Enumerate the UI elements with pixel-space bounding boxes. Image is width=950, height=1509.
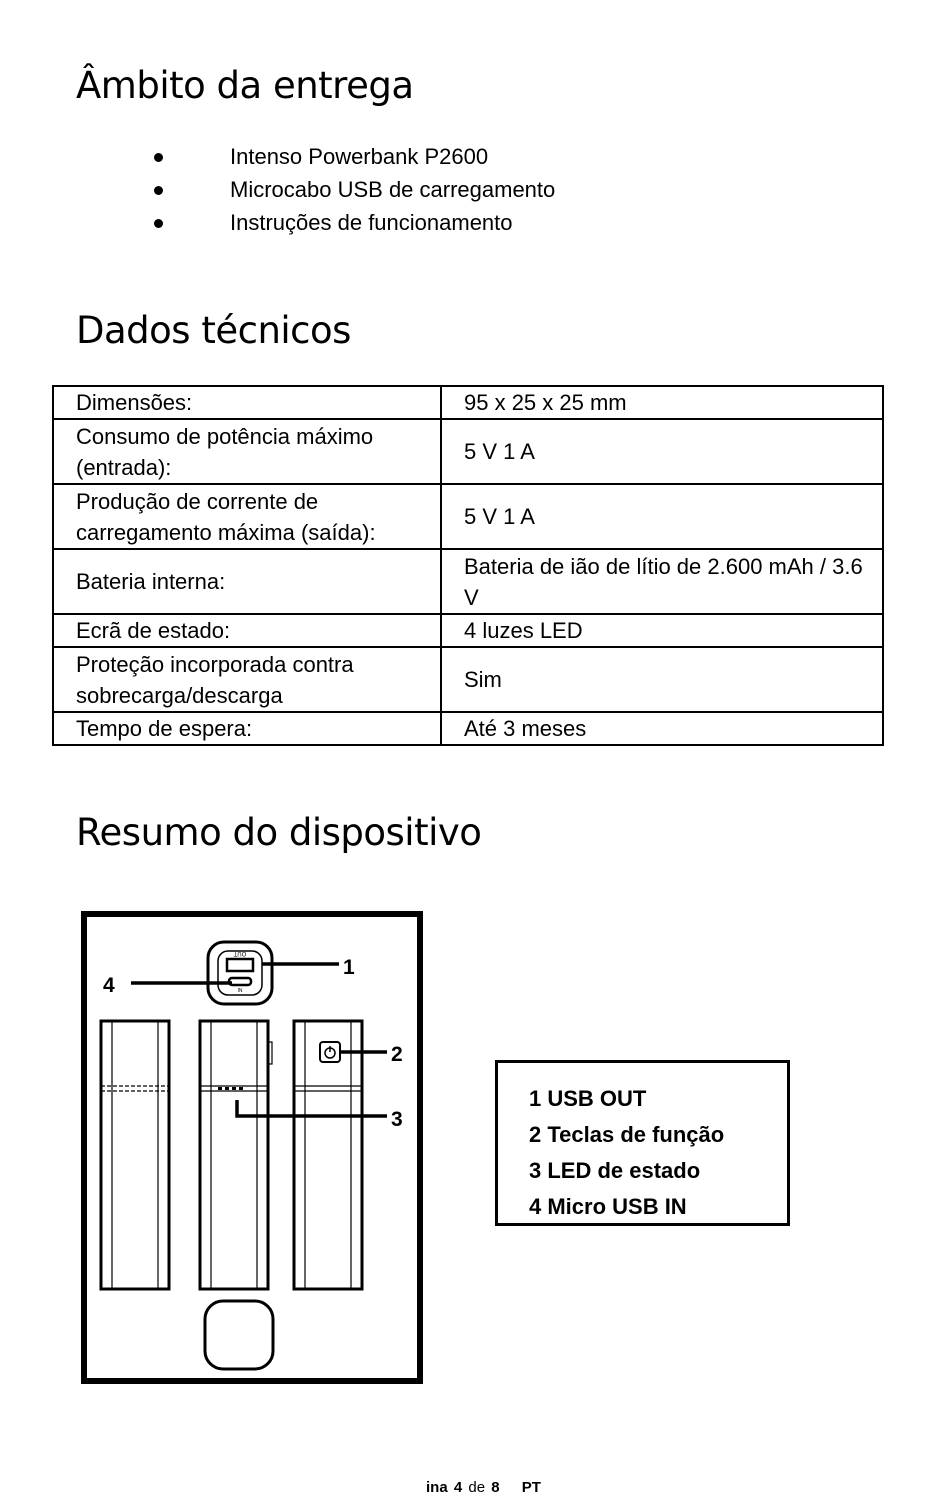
powerbank-illustration — [87, 917, 417, 1378]
list-item-text: Intenso Powerbank P2600 — [230, 144, 489, 169]
side-view-left — [101, 1021, 169, 1289]
table-row — [53, 386, 883, 419]
spec-value: 95 x 25 x 25 mm — [441, 386, 883, 419]
table-row — [53, 712, 883, 745]
bullet-icon — [154, 219, 163, 228]
spec-value: Sim — [441, 647, 883, 712]
legend-item: 2 Teclas de função — [529, 1122, 725, 1147]
list-item — [150, 175, 555, 208]
page-word: ina — [426, 1479, 448, 1496]
spec-label: Bateria interna: — [53, 549, 441, 614]
page-footer — [412, 1479, 541, 1496]
spec-value: 4 luzes LED — [441, 614, 883, 647]
micro-usb-in-port-icon — [229, 978, 251, 985]
callout-4: 4 — [103, 974, 115, 997]
spec-label: Dimensões: — [53, 386, 441, 419]
spec-label: Tempo de espera: — [53, 712, 441, 745]
table-row — [53, 614, 883, 647]
list-item — [150, 208, 555, 241]
list-item-text: Microcabo USB de carregamento — [230, 177, 556, 202]
legend-item: 3 LED de estado — [529, 1158, 701, 1183]
port-out-label: OUT — [233, 950, 247, 956]
legend-item: 1 USB OUT — [529, 1086, 647, 1111]
legend-box — [495, 1060, 790, 1226]
table-row — [53, 647, 883, 712]
list-item — [150, 142, 555, 175]
table-row — [53, 484, 883, 549]
spec-label: Consumo de potência máximo (entrada): — [53, 419, 441, 484]
page-number: 4 — [453, 1479, 463, 1496]
bullet-icon — [154, 186, 163, 195]
table-row — [53, 419, 883, 484]
list-item-text: Instruções de funcionamento — [230, 210, 513, 235]
delivery-list — [150, 142, 555, 241]
section-title-device-overview: Resumo do dispositivo — [76, 811, 482, 854]
spec-value: 5 V 1 A — [441, 419, 883, 484]
led-indicator-icon — [218, 1087, 243, 1090]
bullet-icon — [154, 153, 163, 162]
language-code: PT — [521, 1479, 541, 1496]
callout-1: 1 — [343, 956, 355, 979]
spec-label: Produção de corrente de carregamento máxima (saída): — [53, 484, 441, 549]
legend-item: 4 Micro USB IN — [529, 1194, 687, 1219]
spec-value: 5 V 1 A — [441, 484, 883, 549]
total-pages: 8 — [491, 1479, 500, 1496]
section-title-delivery: Âmbito da entrega — [76, 64, 414, 107]
spec-value: Até 3 meses — [441, 712, 883, 745]
spec-label: Ecrã de estado: — [53, 614, 441, 647]
side-view-middle — [200, 1021, 272, 1289]
spec-label: Proteção incorporada contra sobrecarga/descarga — [53, 647, 441, 712]
bottom-view — [205, 1301, 273, 1369]
power-button-icon — [320, 1042, 340, 1062]
spec-value: Bateria de ião de lítio de 2.600 mAh / 3.6 V — [441, 549, 883, 614]
specs-table — [52, 385, 884, 746]
callout-2: 2 — [391, 1043, 403, 1066]
table-row — [53, 549, 883, 614]
device-diagram — [81, 911, 423, 1384]
of-word: de — [468, 1479, 486, 1496]
section-title-technical-data: Dados técnicos — [76, 309, 351, 352]
port-in-label: IN — [237, 988, 243, 994]
usb-out-port-icon — [227, 959, 253, 971]
callout-3: 3 — [391, 1108, 403, 1131]
